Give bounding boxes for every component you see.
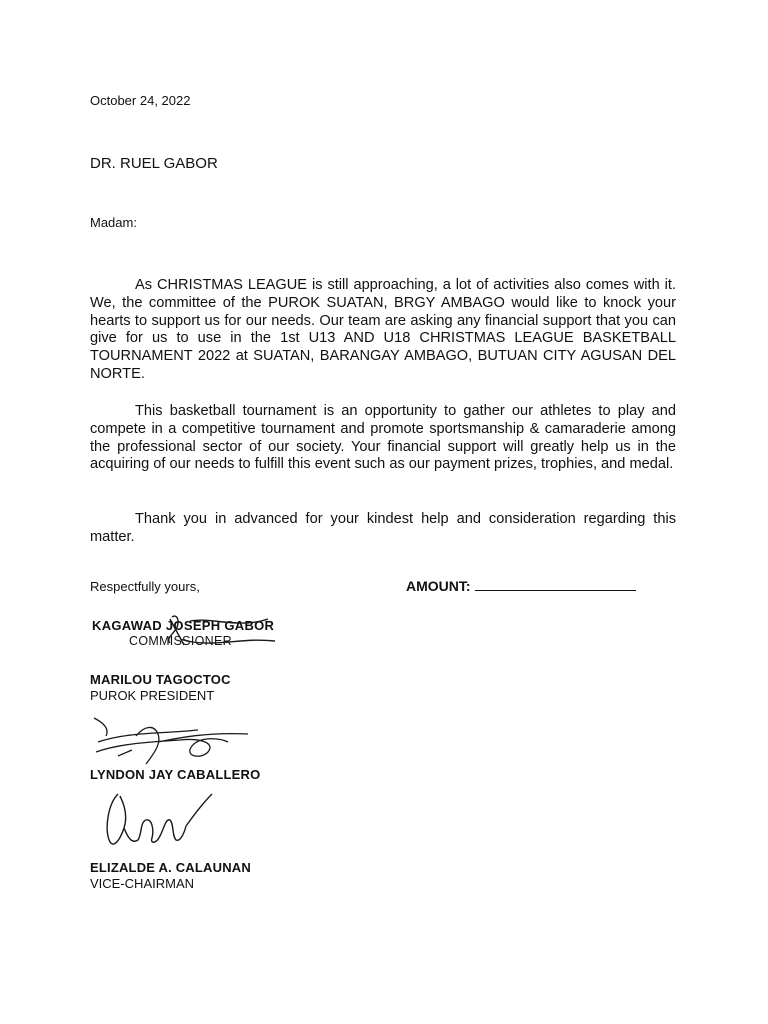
body-paragraph-3-text: Thank you in advanced for your kindest help and consideration regarding this matter. xyxy=(90,511,676,545)
body-paragraph-2-text: This basketball tournament is an opportunity to gather our athletes to play and compete in a competitive tournament and promote sportsmanship & camaraderie among the professional sector of our society. Your financial support will greatly help us in the acquiring of our needs to fulfill this event such as our payment prizes, trophies, and medal. xyxy=(90,403,676,473)
recipient-name: DR. RUEL GABOR xyxy=(90,155,218,172)
letter-date: October 24, 2022 xyxy=(90,93,191,108)
amount-blank-line xyxy=(475,578,636,591)
closing: Respectfully yours, xyxy=(90,579,200,594)
amount-field xyxy=(406,578,636,594)
amount-label: AMOUNT: xyxy=(406,578,471,594)
body-paragraph-2 xyxy=(90,403,676,474)
salutation: Madam: xyxy=(90,215,137,230)
body-paragraph-1-text: As CHRISTMAS LEAGUE is still approaching, a lot of activities also comes with it. We, the committee of the PUROK SUATAN, BRGY AMBAGO would like to knock your hearts to support us for our needs. Our team are asking any financial support that you can give for us to use in the 1st U13 AND U18 CHRISTMAS LEAGUE BASKETBALL TOURNAMENT 2022 at SUATAN, BARANGAY AMBAGO, BUTUAN CITY AGUSAN DEL NORTE. xyxy=(90,277,676,382)
signatory-2-name: MARILOU TAGOCTOC xyxy=(90,672,231,687)
signatory-1-name: KAGAWAD JOSEPH GABOR xyxy=(92,618,275,633)
signature-4-image xyxy=(96,784,226,852)
body-paragraph-3 xyxy=(90,511,676,547)
signatory-3-name: LYNDON JAY CABALLERO xyxy=(90,767,261,782)
signature-1-scribble xyxy=(150,609,280,653)
signatory-4-name: ELIZALDE A. CALAUNAN xyxy=(90,860,251,875)
signature-3-image xyxy=(88,712,258,768)
signatory-4-title: VICE-CHAIRMAN xyxy=(90,876,195,891)
signatory-2-title: PUROK PRESIDENT xyxy=(90,688,215,703)
body-paragraph-1 xyxy=(90,277,676,384)
signatory-1-title: COMMISSIONER xyxy=(129,634,232,648)
